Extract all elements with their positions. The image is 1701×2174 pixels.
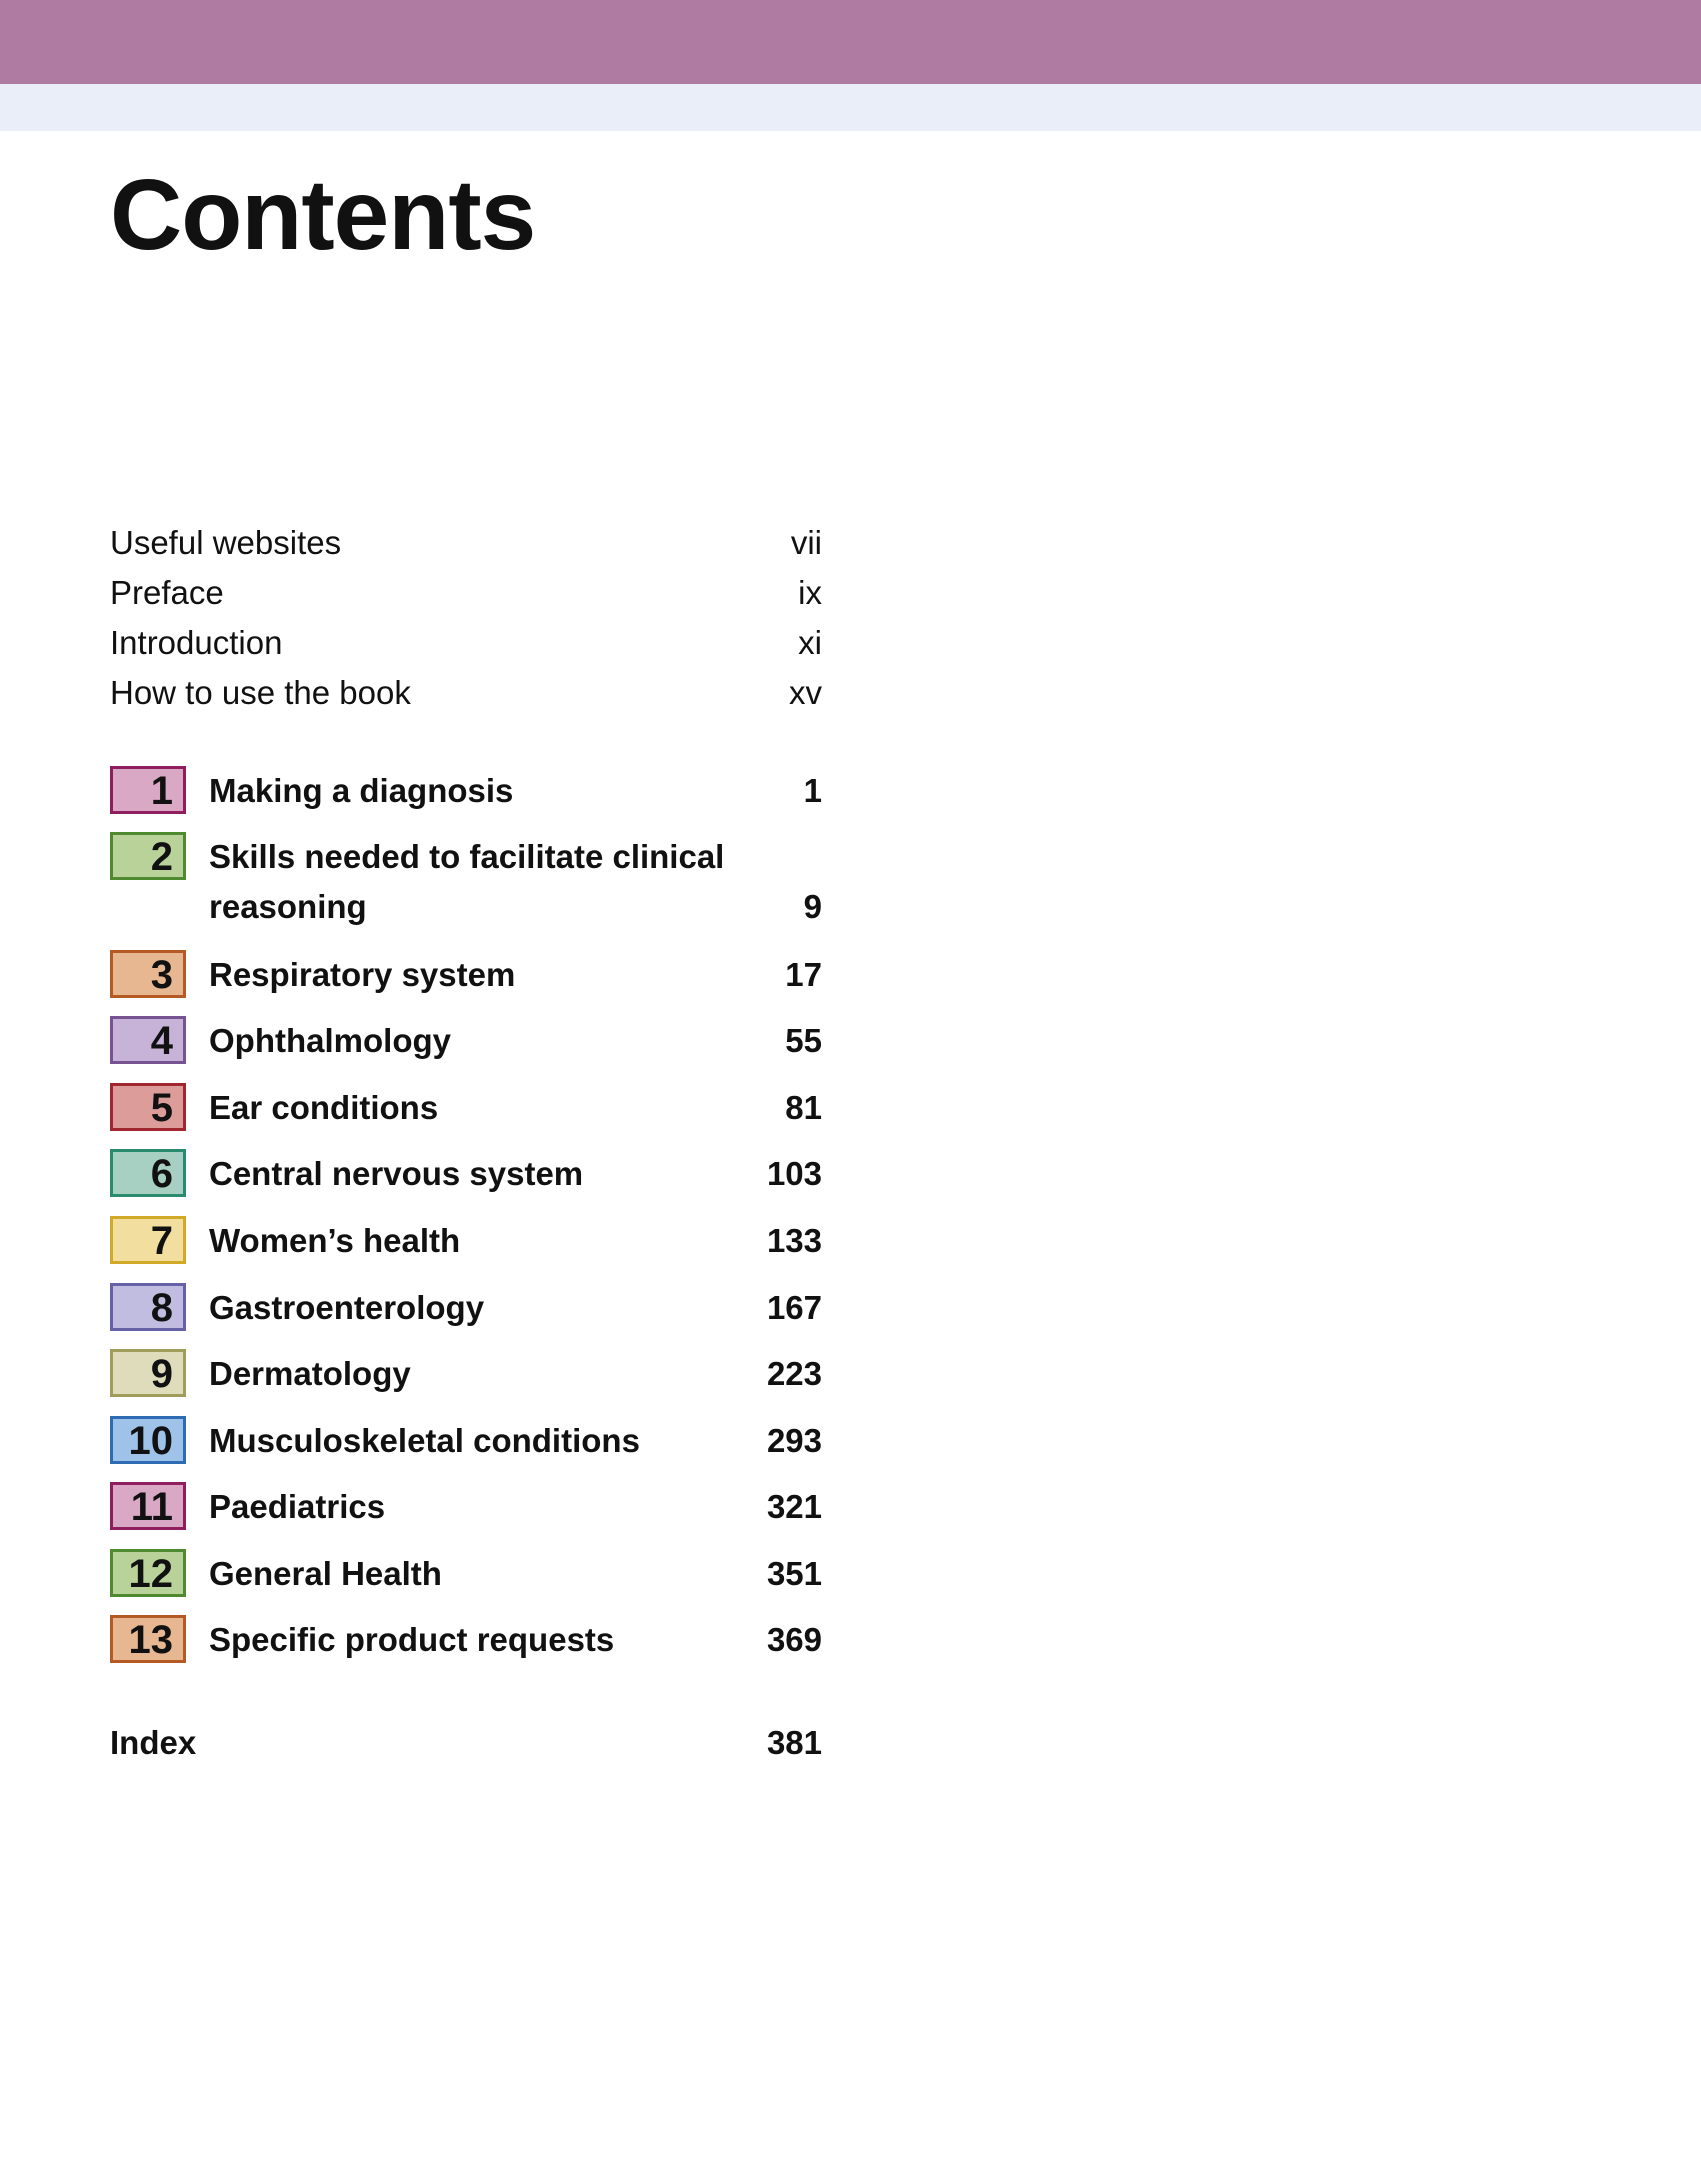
chapter-title: Women’s health [209,1222,461,1259]
index-label: Index [110,1724,197,1761]
chapter-page: 1 [803,772,822,809]
chapter-page: 369 [766,1621,822,1658]
chapter-title: Musculoskeletal conditions [209,1422,640,1459]
toc-chapter-row[interactable] [110,1283,822,1333]
toc-item-label: Useful websites [110,524,342,561]
chapter-number-box: 13 [110,1615,186,1663]
toc-front-item[interactable] [110,668,822,718]
toc-item-page: vii [790,524,822,561]
toc-item-page: xv [789,674,822,711]
toc-item-label: How to use the book [110,674,411,711]
toc-chapter-row[interactable] [110,832,822,932]
chapter-title: Making a diagnosis [209,772,514,809]
chapter-number-box: 1 [110,766,186,814]
page-title: Contents [110,159,536,271]
chapter-number-box: 10 [110,1416,186,1464]
toc-front-item[interactable] [110,568,822,618]
chapter-title: General Health [209,1555,442,1592]
toc-chapter-row[interactable] [110,1216,822,1266]
chapter-number-box: 9 [110,1349,186,1397]
toc-chapter-row[interactable] [110,1083,822,1133]
chapter-number-box: 8 [110,1283,186,1331]
chapter-number-box: 7 [110,1216,186,1264]
toc-front-item[interactable] [110,618,822,668]
toc-item-page: xi [798,624,822,661]
chapter-page: 223 [766,1355,822,1392]
chapter-title: Dermatology [209,1355,411,1392]
toc-chapter-row[interactable] [110,766,822,816]
chapter-page: 17 [785,956,822,993]
chapter-page: 321 [766,1488,822,1525]
chapter-page: 133 [766,1222,822,1259]
chapter-page: 81 [785,1089,822,1126]
chapter-title: Ophthalmology [209,1022,451,1059]
chapter-number-box: 12 [110,1549,186,1597]
index-page: 381 [766,1724,822,1761]
toc-chapter-row[interactable] [110,1149,822,1199]
chapter-page: 293 [766,1422,822,1459]
chapter-number-box: 5 [110,1083,186,1131]
toc-item-page: ix [798,574,822,611]
sub-color-band [0,84,1701,131]
toc-item-label: Preface [110,574,224,611]
chapter-number-box: 4 [110,1016,186,1064]
chapter-page: 9 [803,888,822,925]
toc-chapter-row[interactable] [110,1349,822,1399]
top-color-band [0,0,1701,84]
chapter-title: Gastroenterology [209,1289,485,1326]
chapter-title: Specific product requests [209,1621,615,1658]
chapter-page: 167 [766,1289,822,1326]
toc-item-label: Introduction [110,624,283,661]
toc-chapter-row[interactable] [110,1482,822,1532]
toc-chapter-row[interactable] [110,1615,822,1665]
chapter-page: 351 [766,1555,822,1592]
chapter-title: Paediatrics [209,1488,386,1525]
toc-front-item[interactable] [110,518,822,568]
chapter-title: Ear conditions [209,1089,439,1126]
chapter-title: Central nervous system [209,1155,584,1192]
chapter-title: Respiratory system [209,956,516,993]
chapter-page: 103 [766,1155,822,1192]
chapter-title: Skills needed to facilitate clinical reasoning [209,838,725,925]
chapter-number-box: 2 [110,832,186,880]
toc-chapter-row[interactable] [110,1549,822,1599]
toc-chapter-row[interactable] [110,950,822,1000]
toc-index-row[interactable] [110,1718,822,1768]
toc-chapter-row[interactable] [110,1416,822,1466]
chapter-number-box: 6 [110,1149,186,1197]
chapter-page: 55 [785,1022,822,1059]
chapter-number-box: 3 [110,950,186,998]
toc-chapter-row[interactable] [110,1016,822,1066]
chapter-number-box: 11 [110,1482,186,1530]
